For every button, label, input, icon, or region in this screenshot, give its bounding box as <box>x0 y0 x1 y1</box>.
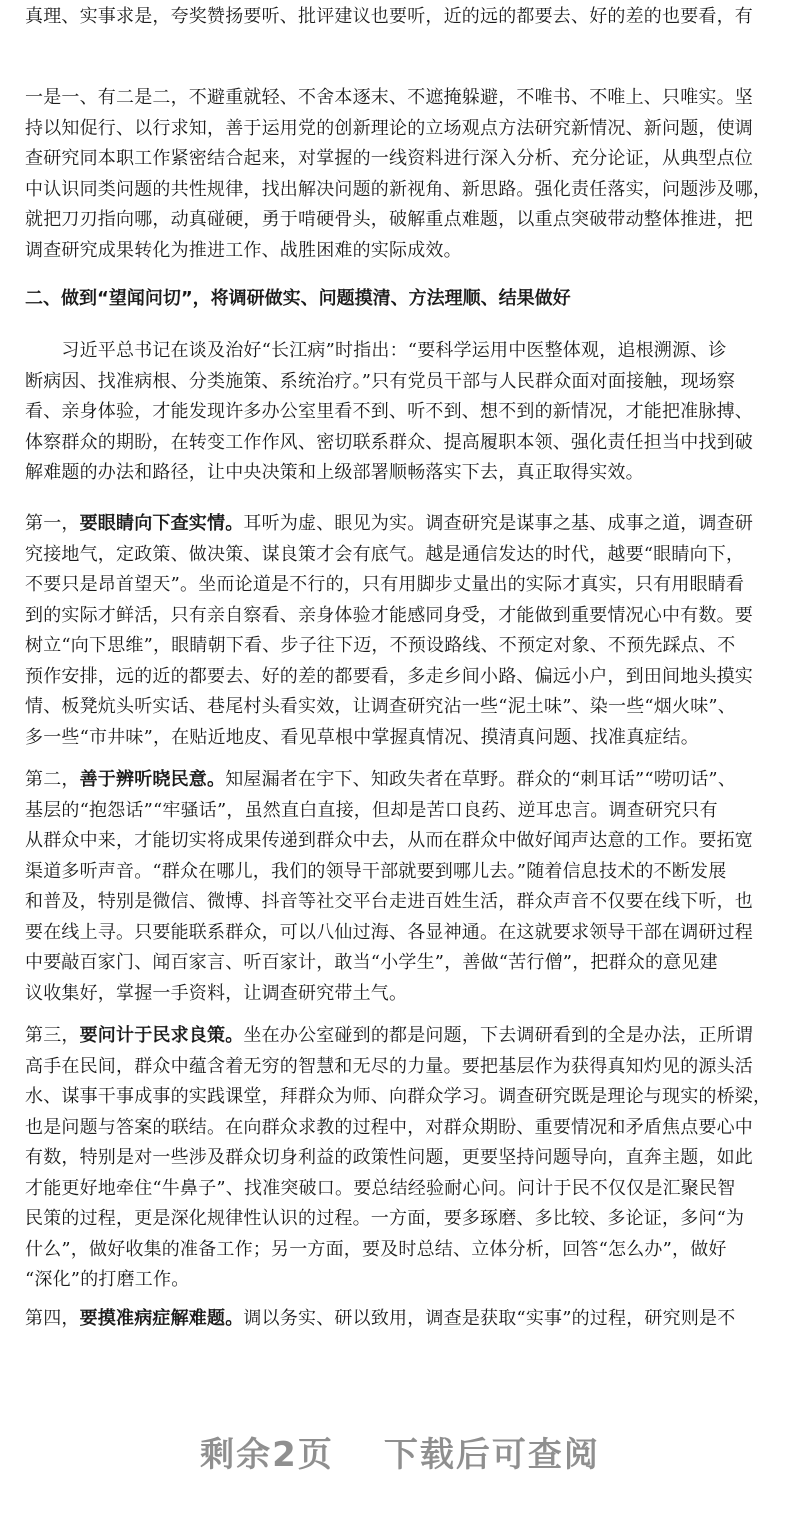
top-line <box>25 2 777 33</box>
point-text: 坐在办公室碰到的都是问题，下去调研看到的全是办法，正所谓 <box>243 1025 754 1046</box>
point-text: 耳听为虚、眼见为实。调查研究是谋事之基、成事之道，调查研 <box>243 513 754 534</box>
text-line: 中要敲百家门、闻百家言、听百家计，敢当“小学生”，善做“苦行僧”，把群众的意见建 <box>25 952 718 973</box>
paragraph-2 <box>25 336 777 489</box>
text-line: 树立“向下思维”，眼睛朝下看、步子往下迈，不预设路线、不预定对象、不预先踩点、不 <box>25 635 736 656</box>
point-text: 知屋漏者在宇下、知政失者在草野。群众的“刺耳话”“唠叨话”、 <box>225 769 737 790</box>
text-line: 预作安排，远的近的都要去、好的差的都要看，多走乡间小路、偏远小户，到田间地头摸实 <box>25 665 753 687</box>
point-title: 要问计于民求良策。 <box>79 1025 244 1046</box>
point-title: 要眼睛向下查实情。 <box>79 513 244 534</box>
point-text: 调以务实、研以致用，调查是获取“实事”的过程，研究则是不 <box>243 1308 736 1329</box>
text-line: 也是问题与答案的联结。在向群众求教的过程中，对群众期盼、重要情况和矛盾焦点要心中 <box>25 1116 753 1138</box>
text-line <box>25 1021 777 1052</box>
text-line: 究接地气，定政策、做决策、谋良策才会有底气。越是通信发达的时代，越要“眼睛向下， <box>25 543 745 565</box>
text-line: 就把刀刃指向哪，动真碰硬，勇于啃硬骨头，破解重点难题，以重点突破带动整体推进，把 <box>25 209 753 230</box>
text-line: 到的实际才鲜活，只有亲自察看、亲身体验才能感同身受，才能做到重要情况心中有数。要 <box>25 604 753 626</box>
point-title: 善于辨听晓民意。 <box>79 769 226 790</box>
point-prefix: 第二， <box>25 769 80 790</box>
text-line: 真理、实事求是，夸奖赞扬要听、批评建议也要听，近的远的都要去、好的差的也要看，有 <box>25 6 753 27</box>
section-heading-2: 二、做到“望闻问切”，将调研做实、问题摸清、方法理顺、结果做好 <box>25 288 571 309</box>
text-line: 调查研究成果转化为推进工作、战胜困难的实际成效。 <box>25 239 462 261</box>
point-title: 要摸准病症解难题。 <box>79 1308 244 1329</box>
point-3-paragraph <box>25 1021 777 1296</box>
remaining-pages-label: 剩余2页 <box>200 1435 334 1475</box>
text-line: 水、谋事干事成事的实践课堂，拜群众为师、向群众学习。调查研究既是理论与现实的桥梁， <box>25 1086 772 1107</box>
text-line: 查研究同本职工作紧密结合起来，对掌握的一线资料进行深入分析、充分论证，从典型点位 <box>25 148 753 169</box>
text-line: 要在线上寻。只要能联系群众，可以八仙过海、各显神通。在这就要求领导干部在调研过程 <box>25 921 753 943</box>
point-prefix: 第三， <box>25 1025 80 1046</box>
text-line: 渠道多听声音。“群众在哪儿，我们的领导干部就要到哪儿去。”随着信息技术的不断发展 <box>25 860 727 882</box>
text-line <box>25 765 777 796</box>
text-line: 多一些“市井味”，在贴近地皮、看见草根中掌握真情况、摸清真问题、找准真症结。 <box>25 726 700 748</box>
paragraph-1 <box>25 83 777 266</box>
text-line: 什么”，做好收集的准备工作；另一方面，要及时总结、立体分析，回答“怎么办”，做好 <box>25 1238 727 1260</box>
text-line: 基层的“抱怨话”“牢骚话”，虽然直白直接，但却是苦口良药、逆耳忠言。调查研究只有 <box>25 799 718 821</box>
text-line: 持以知促行、以行求知，善于运用党的创新理论的立场观点方法研究新情况、新问题，使调 <box>25 117 753 139</box>
download-to-read-banner[interactable] <box>0 1427 800 1476</box>
point-4-paragraph <box>25 1304 777 1335</box>
text-line: 情、板凳炕头听实话、巷尾村头看实效，让调查研究沾一些“泥土味”、染一些“烟火味”、 <box>25 696 737 717</box>
text-line <box>25 509 777 540</box>
text-line: 看、亲身体验，才能发现许多办公室里看不到、听不到、想不到的新情况，才能把准脉搏、 <box>25 401 753 422</box>
text-line: 体察群众的期盼，在转变工作作风、密切联系群众、提高履职本领、强化责任担当中找到破 <box>25 431 753 453</box>
text-line: 民策的过程，更是深化规律性认识的过程。一方面，要多琢磨、多比较、多论证，多问“为 <box>25 1208 745 1229</box>
text-line: 才能更好地牵住“牛鼻子”、找准突破口。要总结经验耐心问。问计于民不仅仅是汇聚民智 <box>25 1177 736 1199</box>
text-line: 中认识同类问题的共性规律，找出解决问题的新视角、新思路。强化责任落实，问题涉及哪， <box>25 178 772 200</box>
text-line: 不要只是昂首望天”。坐而论道是不行的，只有用脚步丈量出的实际才真实，只有用眼睛看 <box>25 574 745 595</box>
point-2-paragraph <box>25 765 777 1009</box>
point-prefix: 第四， <box>25 1308 80 1329</box>
text-line: 和普及，特别是微信、微博、抖音等社交平台走进百姓生活，群众声音不仅要在线下听，也 <box>25 891 753 912</box>
text-line: 习近平总书记在谈及治好“长江病”时指出：“要科学运用中医整体观，追根溯源、诊 <box>25 340 727 361</box>
point-1-paragraph <box>25 509 777 753</box>
text-line: 断病因、找准病根、分类施策、系统治疗。”只有党员干部与人民群众面对面接触，现场察 <box>25 370 736 392</box>
text-line: “深化”的打磨工作。 <box>25 1269 190 1290</box>
point-prefix: 第一， <box>25 513 80 534</box>
text-line: 议收集好，掌握一手资料，让调查研究带土气。 <box>25 982 408 1004</box>
text-line: 有数，特别是对一些涉及群众切身利益的政策性问题，更要坚持问题导向，直奔主题，如此 <box>25 1147 753 1168</box>
text-line: 从群众中来，才能切实将成果传递到群众中去，从而在群众中做好闻声达意的工作。要拓宽 <box>25 830 753 851</box>
text-line: 高手在民间，群众中蕴含着无穷的智慧和无尽的力量。要把基层作为获得真知灼见的源头活 <box>25 1055 753 1077</box>
download-to-view-label: 下载后可查阅 <box>383 1435 600 1475</box>
text-line: 解难题的办法和路径，让中央决策和上级部署顺畅落实下去，真正取得实效。 <box>25 462 644 483</box>
text-line <box>25 1304 777 1335</box>
text-line: 一是一、有二是二，不避重就轻、不舍本逐末、不遮掩躲避，不唯书、不唯上、只唯实。坚 <box>25 87 753 108</box>
